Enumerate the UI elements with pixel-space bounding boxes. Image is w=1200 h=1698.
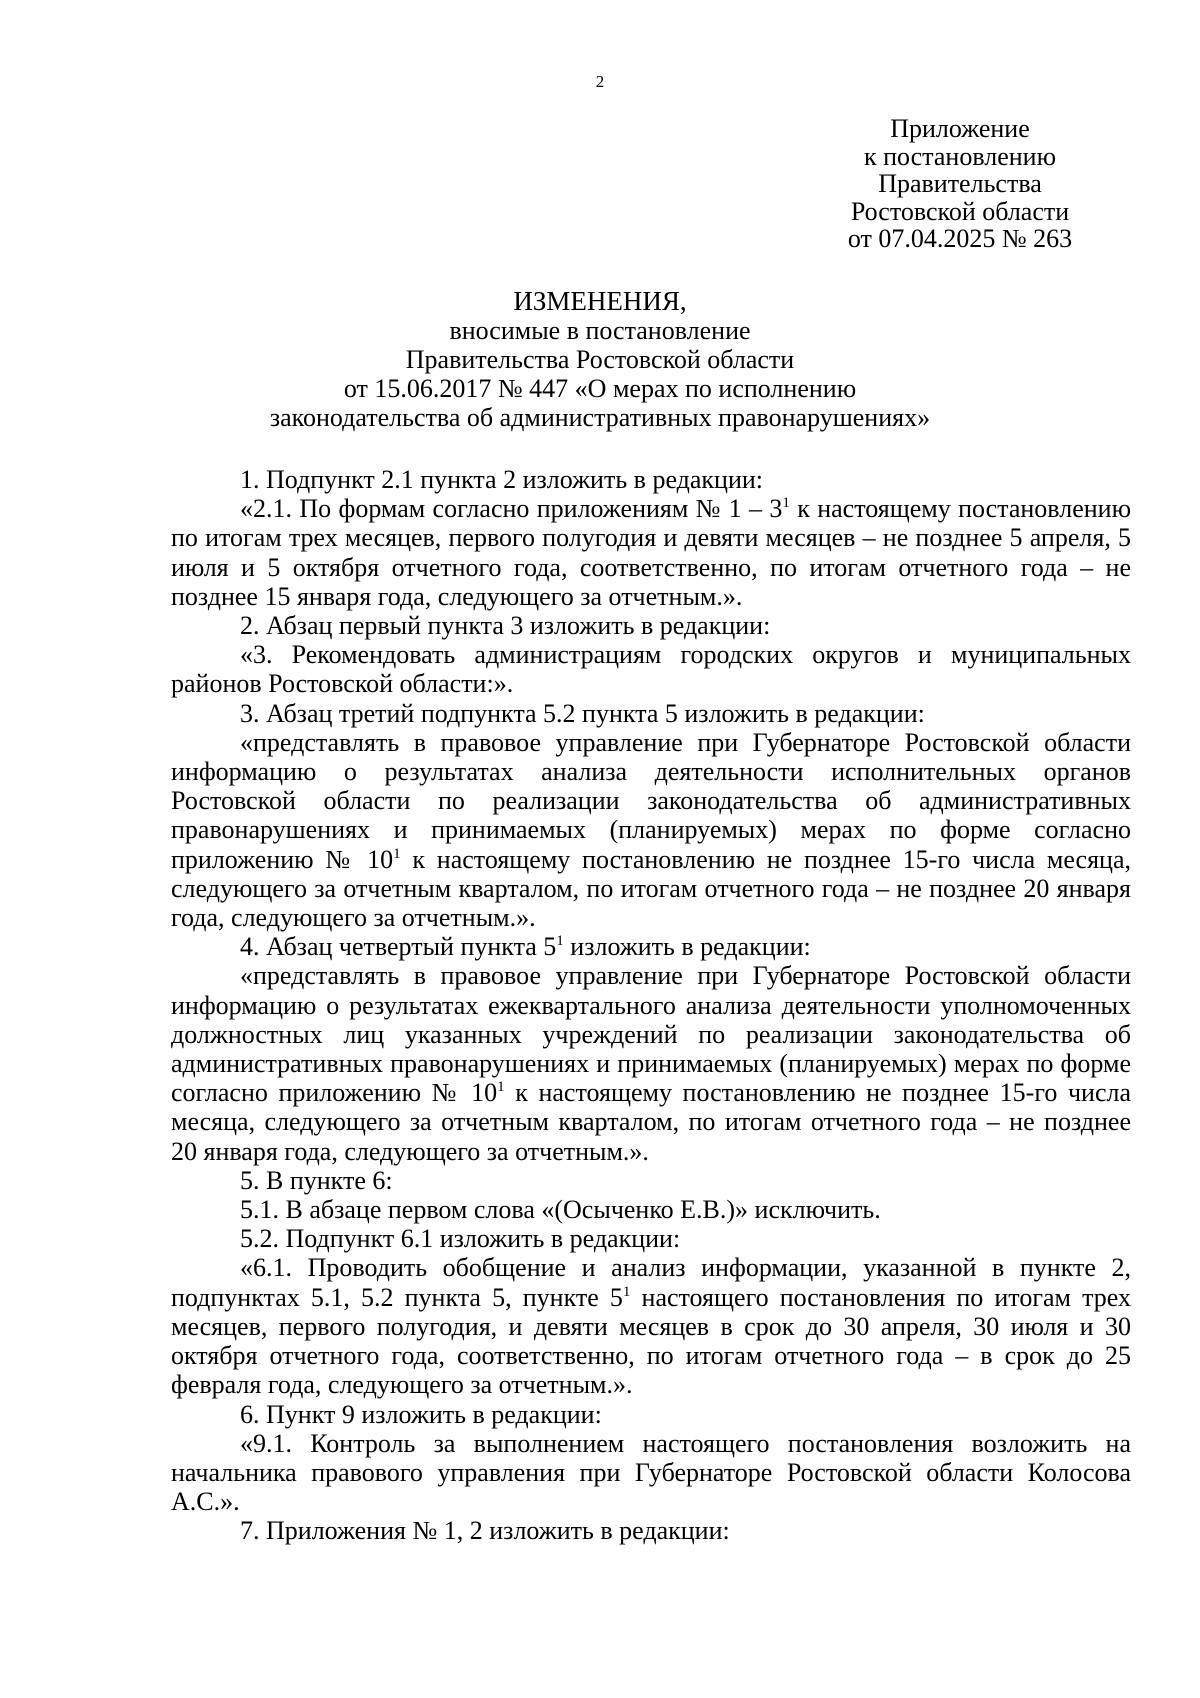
paragraph: 5.1. В абзаце первом слова «(Осыченко Е.В.)» исключить.	[240, 1195, 881, 1225]
appendix-line: к постановлению	[863, 141, 1057, 171]
paragraph-text: «представлять в правовое управление при Губернаторе Ростовской области информацию о результатах анализа деятельности исполнительных органов Ростовской области по реализации законодательства об административных правонарушениях и принимаемых (планируемых) мерах по форме согласно приложению № 10	[171, 727, 1131, 874]
document-title	[120, 287, 1080, 432]
paragraph: 6. Пункт 9 изложить в редакции:	[240, 1399, 602, 1429]
superscript: 1	[393, 845, 401, 862]
document-body	[171, 465, 1131, 1546]
paragraph	[171, 932, 1131, 961]
title-main: ИЗМЕНЕНИЯ,	[513, 286, 687, 316]
paragraph-text: к настоящему постановлению не позднее 15-го числа месяца, следующего за отчетным кварталом, по итогам отчетного года – не позднее 20 января года, следующего за отчетным.».	[171, 844, 1131, 933]
paragraph: «9.1. Контроль за выполнением настоящего постановления возложить на начальника правового управления при Губернаторе Ростовской области Колосова А.С.».	[171, 1428, 1131, 1517]
title-line: законодательства об административных правонарушениях»	[269, 403, 931, 432]
title-line: от 15.06.2017 № 447 «О мерах по исполнению	[343, 374, 857, 403]
paragraph	[171, 961, 1131, 1165]
paragraph-text: 4. Абзац четвертый пункта 5	[240, 932, 557, 962]
paragraph: 5.2. Подпункт 6.1 изложить в редакции:	[240, 1224, 681, 1254]
paragraph-text: «представлять в правовое управление при Губернаторе Ростовской области информацию о результатах ежеквартального анализа деятельности уполномоченных должностных лиц указанных учреждений по реализации законодательства об административных правонарушениях и принимаемых (планируемых) мерах по форме согласно приложению № 10	[171, 961, 1131, 1108]
paragraph: 3. Абзац третий подпункта 5.2 пункта 5 изложить в редакции:	[240, 698, 925, 728]
appendix-header	[820, 115, 1100, 253]
paragraph	[171, 728, 1131, 932]
paragraph	[171, 1253, 1131, 1399]
superscript: 1	[497, 1079, 505, 1096]
superscript: 1	[622, 1283, 631, 1300]
title-line: вносимые в постановление	[449, 316, 751, 345]
appendix-line: Правительства	[878, 169, 1042, 198]
paragraph	[171, 494, 1131, 611]
paragraph: 5. В пункте 6:	[240, 1165, 393, 1195]
paragraph-text: «6.1. Проводить обобщение и анализ информации, указанной в пункте 2, подпунктах 5.1, 5.2 пункта 5, пункте 5	[171, 1253, 1131, 1312]
paragraph-text: изложить в редакции:	[563, 932, 811, 962]
paragraph: «3. Рекомендовать администрациям городских округов и муниципальных районов Ростовской области:».	[171, 640, 1131, 699]
title-line: Правительства Ростовской области	[405, 345, 795, 374]
paragraph-text: к настоящему постановлению по итогам трех месяцев, первого полугодия и девяти месяцев – не позднее 5 апреля, 5 июля и 5 октября отчетного года, соответственно, по итогам отчетного года – не позднее 15 января года, следующего за отчетным.».	[171, 494, 1132, 611]
superscript: 1	[782, 495, 790, 512]
appendix-line: Ростовской области	[850, 196, 1070, 226]
appendix-line: от 07.04.2025 № 263	[847, 224, 1073, 253]
paragraph-text: «2.1. По формам согласно приложениям № 1 – 3	[240, 494, 783, 524]
paragraph: 1. Подпункт 2.1 пункта 2 изложить в редакции:	[240, 465, 764, 494]
appendix-line: Приложение	[890, 114, 1030, 143]
paragraph-text: настоящего постановления по итогам трех месяцев, первого полугодия, и девяти месяцев в срок до 30 апреля, 30 июля и 30 октября отчетного года, соответственно, по итогам отчетного года – в срок до 25 февраля года, следующего за отчетным.».	[171, 1282, 1131, 1400]
paragraph-text: к настоящему постановлению не позднее 15-го числа месяца, следующего за отчетным кварталом, по итогам отчетного года – не позднее 20 января года, следующего за отчетным.».	[171, 1078, 1132, 1166]
superscript: 1	[556, 933, 564, 950]
paragraph: 7. Приложения № 1, 2 изложить в редакции:	[240, 1516, 730, 1546]
paragraph: 2. Абзац первый пункта 3 изложить в редакции:	[240, 611, 771, 641]
page-number: 2	[595, 72, 605, 91]
